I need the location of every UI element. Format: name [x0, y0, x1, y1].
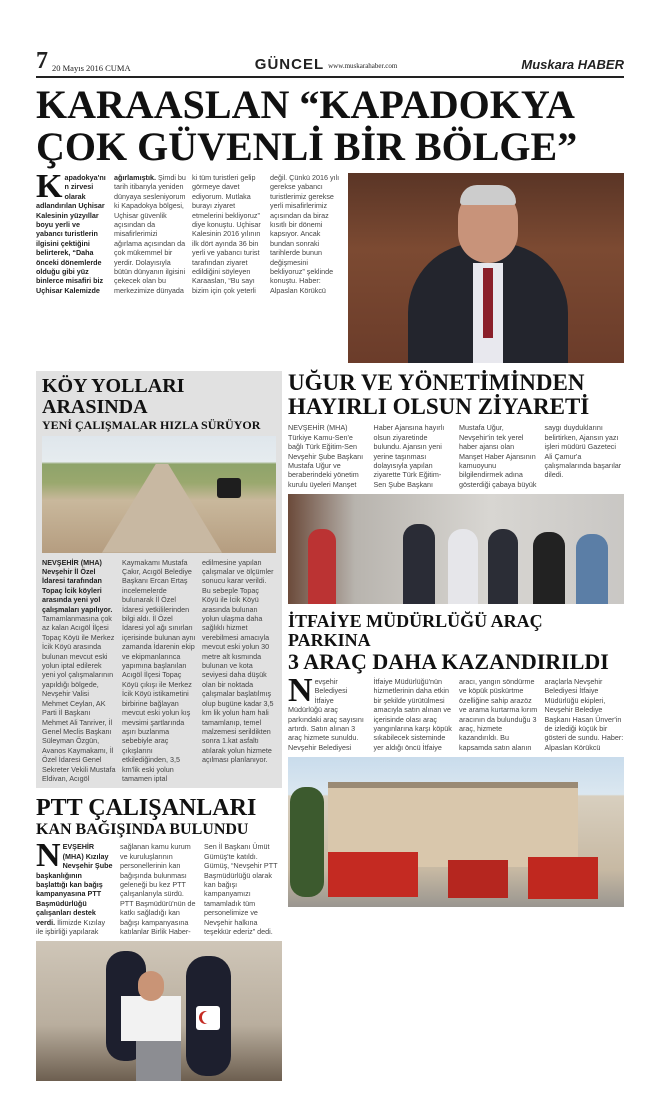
visit-article-text — [288, 423, 624, 489]
left-column — [36, 371, 282, 1081]
main-article-col4: dünyada ki tüm turistleri gelip görmeye davet ediyorum. Mutlaka burayı ziyaret etmelerini bekliyoruz” diye konuştu. Uçhisar Kalesinin 2016 yılının ilk dört ayında 36 bin yerli ve yabancı turist tarafından ziyaret edildiğini söyleyen Karaaslan, “Bu sayı bizim için çok yeterli değil. Çünkü 2016 yılı gerekse yabancı turistlerimiz gerekse yerli misafirlerimiz açısından da biraz kısıtlı bir dönemi kapsıyor. Ancak bundan sonraki tarihlerde bunun değişmesini bekliyoruz” şeklinde konuştu. Haber: Alpaslan Körükcü — [156, 173, 340, 295]
photo-person — [448, 529, 478, 604]
photo-person — [308, 529, 336, 604]
photo-person-trousers — [136, 1041, 181, 1081]
road-subheadline: YENİ ÇALIŞMALAR HIZLA SÜRÜYOR — [42, 418, 261, 432]
fire-article — [288, 612, 624, 907]
fire-article-col3: Belediyesi İtfaiye Müdürlüğü'nün hizmetlerinin daha etkin — [318, 677, 450, 752]
photo-person-shirt — [121, 996, 181, 1041]
ptt-article-col1: EVŞEHİR (MHA) Kızılay Nevşehir Şube başkanlığının — [36, 842, 113, 880]
ptt-article-col3-bold: verdi. — [36, 917, 56, 927]
fire-article-text — [288, 672, 624, 752]
photo-person-hair — [460, 185, 516, 205]
photo-fire-truck — [448, 860, 508, 898]
photo-person — [576, 534, 608, 604]
main-article-text — [36, 168, 342, 363]
drop-cap: K — [36, 168, 63, 205]
photo-fire-truck — [328, 852, 418, 897]
fire-article-col2: araç sayısını artırdı. Satın alınan 3 araç hizmete sunuldu. Nevşehir — [288, 714, 364, 752]
ptt-article-col2: başlattığı kan bağış kampanyasına PTT Başmüdürlüğü çalışanları destek — [36, 879, 103, 918]
header-left — [36, 49, 131, 73]
header-middle — [255, 57, 397, 73]
fire-article-col4: bir şekilde yürütülmesi amacıyla satın alınan ve içerisinde olası araç yangınlarına karşı köpük sıkabilecek sisteminde yer aldığı öncü İtfaiye aracı, yangın söndürme ve köpük püskürtme özelliğine sahip arazöz ve arama kurtarma kırım aracının da bulunduğu 3 araç, hizmete kazandırıldı. Bu kapsamda satın alanın araçlarla Nevşehir Belediyesi İtfaiye Müdürlüğü ekipleri, Nevşehir Belediye Başkanı Hasan Ünver'in de izlediği küçük bir gösteri de sundu. Haber: Alpaslan Körükcü — [373, 677, 624, 752]
photo-road — [102, 464, 222, 553]
main-article — [36, 168, 624, 363]
visit-article-col3: Şube Başkanı Mustafa Uğur, Nevşehir'in tek yerel haber ajansı olan Manşet Haber Ajansının kamuoyunu bilgilendirmek adına — [388, 423, 536, 489]
drop-cap: N — [36, 837, 61, 875]
lower-section — [36, 371, 624, 1081]
website: www.muskarahaber.com — [328, 62, 398, 70]
crescent-shape — [202, 1011, 215, 1024]
main-article-photo — [348, 173, 624, 363]
visit-headline-line2: HAYIRLI OLSUN ZİYARETİ — [288, 394, 590, 420]
visit-article — [288, 371, 624, 604]
visit-article-col4: gösterdiği çabaya büyük saygı duyduklarını belirtirken, Ajansın yazı işleri müdürü Gazeteci Ali Çamur'a çalışmalarında başarılar diledi. — [459, 423, 622, 489]
road-article-col1: Tamamlanmasına çok az kalan Acıgöl İlçesi Topaç Köyü ile Merkez İcik Köyü arasında bulunan mevcut eski yolun iptal edilerek yeni yol çalışmalarının yapıldığı bölgede, Nevşehir Valisi Mehmet Ceylan, AK Parti İl Başkanı Mehmet Ali Tanriver, İl Genel Meclis Başkanı Süleyman Özgün, Avanos Kaymakamı, İl Özel İdaresi Genel Sekreter Vekili Mustafa Eldivan, — [42, 614, 116, 783]
ptt-article-col3: İlimizde Kızılay ile işbirliği yapılarak sağlanan kamu kurum ve kuruluşlarının personellerinin kan bağışında bulunması geleneği bu kez PTT çalışanlarıyla sürdü. PTT Başmüdürü'nün de katkı sağladığı kan bağışı kampanyasına katılanlar Birlik Haber-Sen İl Başkanı Ümüt Gümüş'te katıldı. Gümüş, “Nevşehir PTT Başmüdürlüğü olarak kan bağışı kampanyamızı tamamladık tüm personelimize ve Nevşehir halkına teşekkür ederiz” dedi. — [36, 842, 278, 936]
road-article-box — [36, 371, 282, 788]
road-headline: KÖY YOLLARI ARASINDA — [42, 375, 185, 418]
road-article-col1-bold: NEVŞEHİR (MHA) Nevşehir İl Özel İdaresi tarafından Topaç İcik köyleri arasında yeni yol çalışmaları yapılıyor. — [42, 557, 113, 614]
ptt-article — [36, 796, 282, 1081]
photo-person — [403, 524, 435, 604]
ptt-headline-line1: PTT ÇALIŞANLARI — [36, 795, 257, 822]
photo-person — [533, 532, 565, 604]
photo-red-crescent-icon — [196, 1006, 220, 1030]
ptt-photo — [36, 941, 282, 1081]
photo-fire-truck — [528, 857, 598, 899]
right-column — [288, 371, 624, 1081]
fire-article-col1: evşehir Belediyesi İtfaiye Müdürlüğü araç parkındaki — [288, 677, 348, 724]
main-article-col3: Uçhisar güvenlik açısından da misafirlerimizi ağırlama açısından da çok mükemmel bir yerdir. Dolayısıyla bütün dünyanın ilgisini çekecek olan bu merkezimize — [114, 210, 186, 295]
main-headline-line2: ÇOK GÜVENLİ BİR BÖLGE” — [36, 124, 578, 169]
fire-photo — [288, 757, 624, 907]
ptt-article-text — [36, 837, 282, 936]
visit-photo — [288, 494, 624, 604]
ptt-headline-line2: KAN BAĞIŞINDA BULUNDU — [36, 820, 249, 838]
photo-person-tie — [483, 268, 493, 338]
road-article-col2: Acıgöl Kaymakamı Mustafa Çakır, Acıgöl Belediye Başkanı Ercan Ertaş incelemelerde bulunarak İl Özel İdaresi yetkililerinden bilgi aldı. İl Özel İdaresi yol ağı sınırları içerisinde bulunan aynı zamanda İdarenin ekip ve ekipmanlarınca yapımına başlanılan Acıgöl İlçesi Topaç Köyü çıkışı ile Merkez İcik Köyü istikametini birbirine bağlayan mevcut eski yolun kış mevsimi şartlarında aşırı buzlanma sebebiyle araç çıkışlarını etkilediğinden, 3,5 km'lik eski yolun — [69, 557, 196, 783]
photo-car — [217, 478, 241, 498]
visit-headline-line1: UĞUR VE YÖNETİMİNDEN — [288, 370, 585, 395]
photo-tree — [290, 787, 324, 897]
page-header — [36, 48, 624, 78]
main-headline-line1: KARAASLAN “KAPADOKYA — [36, 82, 575, 127]
fire-headline-line2: 3 ARAÇ DAHA KAZANDIRILDI — [288, 648, 609, 674]
issue-date: 20 Mayıs 2016 CUMA — [52, 63, 131, 73]
visit-article-col2: Manşet Haber Ajansına hayırlı olsun ziyaretinde bulundu. Ajansın yeni yerine taşınması dolayısıyla yapılan ziyarette Türk Eğitim-Sen — [332, 423, 445, 489]
brand-logo: Muskara HABER — [521, 57, 624, 72]
photo-person — [488, 529, 518, 604]
road-article-col3: tamamen iptal edilmesine yapılan çalışmalar ve ölçümler sonucu karar verildi. Bu sebeple Topaç Köyü ile İcik Köyü arasında bulunan yolun ulaşma daha sağlıklı hizmet verebilmesi amacıyla mevcut eski yolun 30 metre alt kısmında bulunan ve kota seviyesi daha düşük olan bir noktada çalışmalar başlatılmış olup bugüne kadar 3,5 km lik yolun ham hali tamamlanıp, temel malzemesi serildikten sonra 1.kat asfaltı atılarak yolun hizmete açılması planlanıyor. — [122, 557, 274, 783]
main-article-col2: Şimdi bu tarih itibanyla yeniden dünyaya sesleniyorum ki Kapadokya bölgesi, — [114, 173, 186, 211]
photo-person-head — [138, 971, 164, 1001]
visit-article-col1: NEVŞEHİR (MHA) Türkiye Kamu-Sen'e bağlı Türk Eğitim-Sen Nevşehir Şube Başkanı Mustafa Uğur ve beraberindeki yönetim kurulu üyeleri — [288, 423, 364, 489]
section-name: GÜNCEL — [254, 56, 325, 73]
page-number: 7 — [36, 48, 48, 74]
fire-headline-line1: İTFAİYE MÜDÜRLÜĞÜ ARAÇ PARKINA — [288, 611, 543, 651]
drop-cap: N — [288, 672, 313, 709]
road-photo — [42, 436, 276, 553]
road-article-text — [42, 558, 276, 784]
main-article-col1: apadokya'nın zirvesi olarak adlandırılan Uçhisar Kalesinin yüzyıllar boyu yerli ve yabancı turistlerin ilgisini çektiğini belirterek, “Daha — [36, 173, 106, 258]
main-article-col2-bold: önceki dönemlerde olduğu gibi yüz binlerce misafiri biz Uçhisar Kalemizde ağırlamıştık. — [36, 173, 156, 295]
